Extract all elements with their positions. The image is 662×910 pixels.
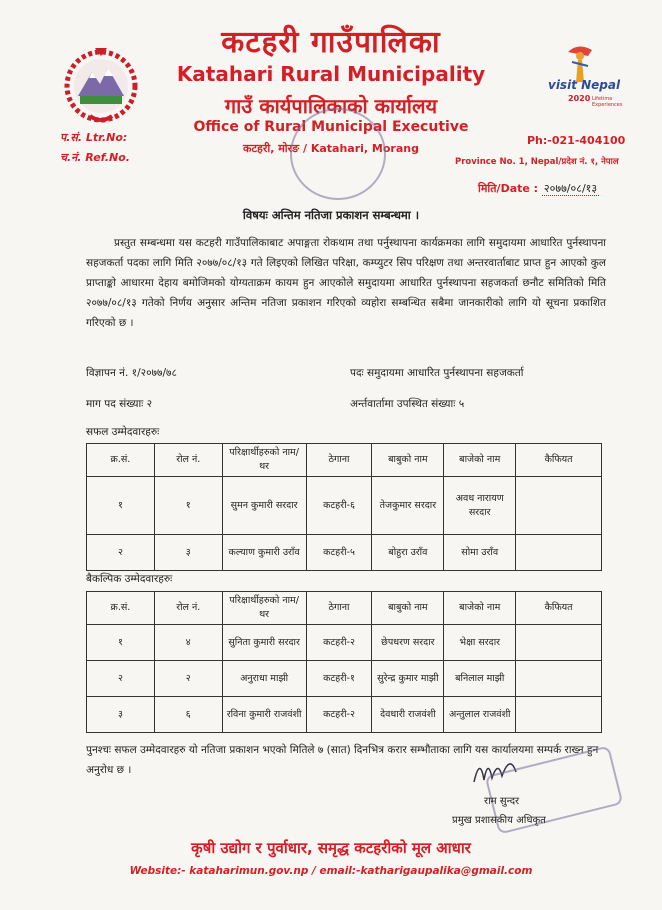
alternate-candidates-label: बैकल्पिक उम्मेदवारहरुः (86, 573, 173, 585)
cell: ३ (154, 535, 222, 571)
cell: कटहरी-१ (306, 661, 372, 697)
letter-subject: विषयः अन्तिम नतिजा प्रकाशन सम्बन्धमा । (242, 208, 420, 222)
cell (516, 625, 602, 661)
col-roll: रोल नं. (154, 444, 222, 477)
footer-slogan: कृषी उद्योग र पुर्वाधार, समृद्ध कटहरीको मूल आधार (191, 839, 471, 857)
date-line (478, 181, 599, 196)
cell (516, 697, 602, 733)
col-sn: क्र.सं. (87, 444, 155, 477)
reference-number-label: च.नं. Ref.No. (60, 151, 130, 164)
visit-nepal-text: visit Nepal (548, 78, 621, 92)
municipality-name-np: कटहरी गाउँपालिका (221, 25, 441, 60)
cell: अवध नारायण सरदार (444, 477, 516, 535)
table-row (87, 477, 602, 535)
success-candidates-table (86, 443, 602, 571)
col-sn: क्र.सं. (87, 592, 155, 625)
table-row (87, 661, 602, 697)
office-address: कटहरी, मोरङ / Katahari, Morang (243, 142, 419, 155)
demand-post-count: माग पद संख्याः २ (86, 398, 153, 410)
office-name-en: Office of Rural Municipal Executive (193, 119, 469, 135)
cell: कटहरी-५ (306, 535, 372, 571)
body-paragraph: प्रस्तुत सम्बन्धमा यस कटहरी गाउँपालिकाबाट अपाङ्गता रोकथाम तथा पर्नुस्थापना कार्यक्रमका लागि समुदायमा आधारित पुर्नस्थापना सहजकर्ता पदका लागि मिति २०७७/०८/१३ गते लिइएको लिखित परिक्षा, कम्प्युटर सिप परिक्षण तथा अन्तरवार्ताबाट प्राप्त हुन आएको कुल प्राप्ताङ्को आधारमा देहाय बमोजिमको योग्यताक्रम कायम हुन आएकोले समुदायमा आधारित पुर्नस्थापना सहजकर्ता छनौट समितिको मिति २०७७/०८/१३ गतेको निर्णय अनुसार अन्तिम नतिजा प्रकाशन गरिएको व्यहोरा सम्बन्धित सबैमा जानकारीको लागि यो सूचना प्रकाशित गरिएको छ । (86, 237, 606, 329)
cell: कटहरी-६ (306, 477, 372, 535)
cell (516, 477, 602, 535)
alternate-candidates-table (86, 591, 602, 733)
signatory-name: राम सुन्दर (484, 796, 520, 807)
cell: सुरेन्द्र कुमार माझी (372, 661, 444, 697)
cell: छेपधरण सरदार (372, 625, 444, 661)
date-label: मिति/Date : (478, 182, 539, 195)
col-name: परिक्षार्थीहरुको नाम/थर (222, 592, 306, 625)
col-grandfather: बाजेको नाम (444, 444, 516, 477)
cell: रविना कुमारी राजवंशी (222, 697, 306, 733)
cell: सोमा उराँव (444, 535, 516, 571)
postscript-note: पुनश्चः सफल उम्मेदवारहरु यो नतिजा प्रकाशन भएको मितिले ७ (सात) दिनभित्र करार सम्भौताका लागि यस कार्यालयमा सम्पर्क राख्न हुन अनुरोध छ । (86, 744, 599, 776)
letter-number-label: प.सं. Ltr.No: (60, 131, 128, 144)
table-row (87, 625, 602, 661)
table-row (87, 697, 602, 733)
cell: १ (87, 477, 155, 535)
col-roll: रोल नं. (154, 592, 222, 625)
col-father: बाबुको नाम (372, 592, 444, 625)
cell: कटहरी-२ (306, 697, 372, 733)
cell: ६ (154, 697, 222, 733)
cell (516, 661, 602, 697)
table-header-row (87, 444, 602, 477)
cell: बोहुरा उराँव (372, 535, 444, 571)
cell: २ (87, 661, 155, 697)
cell: ३ (87, 697, 155, 733)
cell: भेक्षा सरदार (444, 625, 516, 661)
cell: तेजकुमार सरदार (372, 477, 444, 535)
footer-contact: Website:- kataharimun.gov.np / email:-katharigaupalika@gmail.com (129, 865, 533, 877)
municipality-name-en: Katahari Rural Municipality (176, 62, 486, 86)
col-father: बाबुको नाम (372, 444, 444, 477)
cell: २ (154, 661, 222, 697)
cell: अन्तुलाल राजवंशी (444, 697, 516, 733)
cell: देवधारी राजवंशी (372, 697, 444, 733)
cell: १ (87, 625, 155, 661)
post-name: पदः समुदायमा आधारित पुर्नस्थापना सहजकर्ता (350, 367, 524, 379)
col-grandfather: बाजेको नाम (444, 592, 516, 625)
cell: अनुराधा माझी (222, 661, 306, 697)
date-value: २०७७/०८/१३ (543, 182, 598, 195)
interview-present-count: अर्न्तवार्तामा उपस्थित संख्याः ५ (350, 398, 465, 410)
col-address: ठेगाना (306, 592, 372, 625)
success-candidates-label: सफल उम्मेदवारहरुः (86, 426, 160, 438)
col-remarks: कैफियत (516, 592, 602, 625)
visit-year: 2020 (568, 94, 591, 103)
signatory-designation: प्रमुख प्रशासकीय अधिकृत (452, 815, 546, 826)
col-name: परिक्षार्थीहरुको नाम/थर (222, 444, 306, 477)
office-name-np: गाउँ कार्यपालिकाको कार्यालय (224, 94, 438, 118)
table-row (87, 535, 602, 571)
cell: २ (87, 535, 155, 571)
office-stamp (290, 108, 386, 200)
table-header-row (87, 592, 602, 625)
cell: बनिलाल माझी (444, 661, 516, 697)
cell: सुनिता कुमारी सरदार (222, 625, 306, 661)
notice-number: विज्ञापन नं. १/२०७७/७८ (86, 367, 177, 379)
cell: १ (154, 477, 222, 535)
cell: सुमन कुमारी सरदार (222, 477, 306, 535)
phone-number: Ph:-021-404100 (527, 134, 626, 147)
col-address: ठेगाना (306, 444, 372, 477)
cell (516, 535, 602, 571)
cell: ४ (154, 625, 222, 661)
cell: कल्याण कुमारी उराँव (222, 535, 306, 571)
visit-tagline: Lifetime Experiences (592, 96, 623, 108)
col-remarks: कैफियत (516, 444, 602, 477)
cell: कटहरी-२ (306, 625, 372, 661)
province-address: Province No. 1, Nepal/प्रदेश नं. १, नेपाल (455, 157, 619, 167)
